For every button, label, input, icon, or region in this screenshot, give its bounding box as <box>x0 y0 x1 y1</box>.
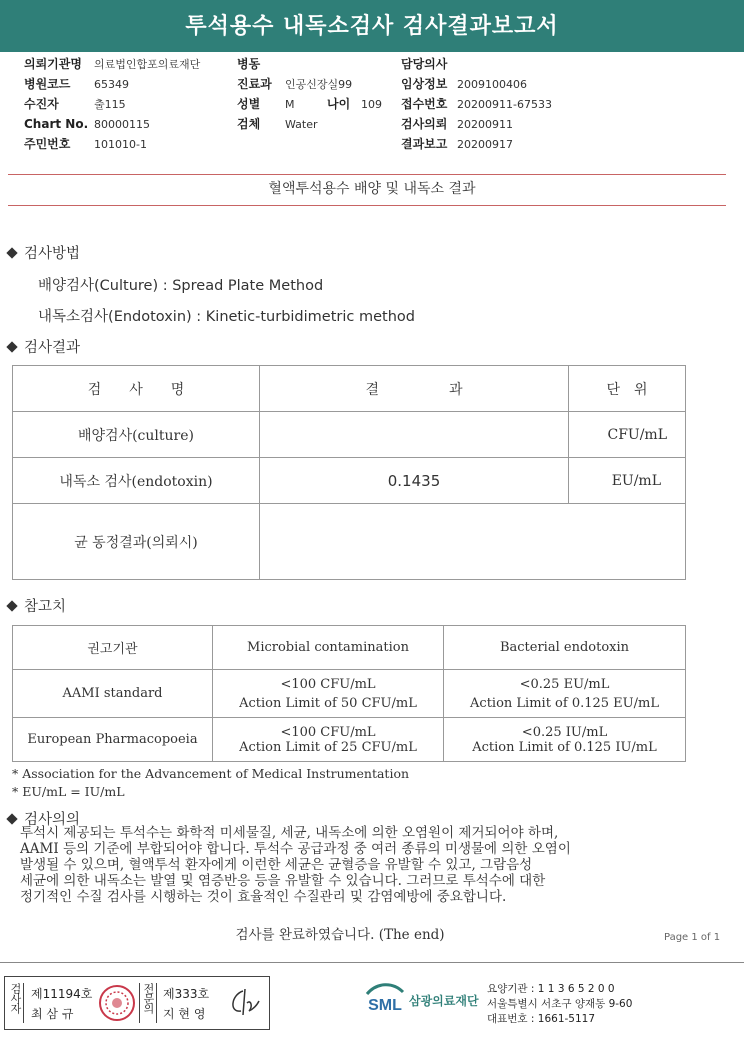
divider-top <box>8 174 726 175</box>
results-header-result: 결 과 <box>260 366 569 412</box>
results-header-unit: 단 위 <box>569 366 686 412</box>
sex-value: M <box>285 98 295 111</box>
lab-phone: 대표번호 : 1661-5117 <box>487 1013 596 1025</box>
doctor-label: 담당의사 <box>401 57 448 71</box>
request-date-label: 검사의뢰 <box>401 117 448 131</box>
footer-divider <box>0 962 744 963</box>
result-value-endotoxin: 0.1435 <box>260 458 569 504</box>
result-unit-endotoxin: EU/mL <box>569 458 686 504</box>
clinical-info-value: 2009100406 <box>457 78 527 91</box>
reference-microbial-aami-limit: <100 CFU/mL <box>280 676 376 692</box>
age-value: 109 <box>361 98 382 111</box>
svg-text:SML: SML <box>368 997 402 1014</box>
ward-label: 병동 <box>237 57 261 71</box>
reference-endotoxin-aami-limit: <0.25 EU/mL <box>519 676 610 692</box>
diamond-bullet-icon <box>6 600 17 611</box>
reference-microbial-ep-action: Action Limit of 25 CFU/mL <box>239 739 417 755</box>
table-row <box>13 718 686 762</box>
resident-no-label: 주민번호 <box>24 137 71 151</box>
reference-agency-ep: European Pharmacopoeia <box>13 718 213 762</box>
sml-logo-icon <box>363 980 407 1020</box>
tester-name: 최 삼 규 <box>31 1007 74 1021</box>
opinion-line: 세균에 의한 내독소는 발열 및 염증반응 등을 유발할 수 있습니다. 그러므로 투석수에 대한 <box>20 873 546 889</box>
diamond-bullet-icon <box>6 247 17 258</box>
request-date-value: 20200911 <box>457 118 513 131</box>
result-unit-culture: CFU/mL <box>569 412 686 458</box>
reference-note-aami: * Association for the Advancement of Medical Instrumentation <box>12 766 410 781</box>
hospital-code-value: 65349 <box>94 78 129 91</box>
opinion-line: AAMI 등의 기준에 부합되어야 합니다. 투석수 공급과정 중 여러 종류의 미생물에 의한 오염이 <box>20 841 571 857</box>
opinion-paragraph <box>20 825 736 905</box>
reference-heading: 참고치 <box>8 595 66 616</box>
report-date-label: 결과보고 <box>401 137 448 151</box>
page-number: Page 1 of 1 <box>664 932 721 943</box>
results-heading: 검사결과 <box>8 336 80 357</box>
end-statement: 검사를 완료하였습니다. (The end) <box>235 927 445 943</box>
reference-header-endotoxin: Bacterial endotoxin <box>444 626 686 670</box>
method-heading: 검사방법 <box>8 242 80 263</box>
results-table <box>12 365 686 580</box>
patient-value: 출115 <box>94 98 126 111</box>
reference-note-units: * EU/mL = IU/mL <box>12 784 125 799</box>
patient-info-col1 <box>24 56 200 153</box>
diamond-bullet-icon <box>6 813 17 824</box>
patient-info-col3 <box>401 56 552 153</box>
reference-microbial-aami <box>213 670 444 718</box>
result-name-identification: 균 동정결과(의뢰시) <box>13 504 260 580</box>
reference-microbial-aami-action: Action Limit of 50 CFU/mL <box>239 695 417 711</box>
results-header-name: 검 사 명 <box>13 366 260 412</box>
chart-no-label: Chart No. <box>24 117 89 131</box>
chart-no-value: 80000115 <box>94 118 150 131</box>
reference-microbial-ep <box>213 718 444 762</box>
method-endotoxin: 내독소검사(Endotoxin) : Kinetic-turbidimetric method <box>38 309 415 325</box>
opinion-line: 정기적인 수질 검사를 시행하는 것이 효율적인 수질관리 및 감염예방에 중요합니다. <box>20 889 507 905</box>
dept-label: 진료과 <box>237 77 272 91</box>
specimen-value: Water <box>285 118 318 131</box>
result-value-identification <box>260 504 686 580</box>
receipt-no-value: 20200911-67533 <box>457 98 552 111</box>
reference-endotoxin-ep-limit: <0.25 IU/mL <box>521 724 608 740</box>
reference-endotoxin-aami <box>444 670 686 718</box>
lab-code: 요양기관 : 1 1 3 6 5 2 0 0 <box>487 983 615 995</box>
specialist-label: 전문의 <box>139 983 157 1023</box>
seal-icon <box>97 983 137 1023</box>
specialist-license: 제333호 <box>163 987 210 1001</box>
reference-agency-aami: AAMI standard <box>13 670 213 718</box>
opinion-line: 발생될 수 있으며, 혈액투석 환자에게 이런한 세균은 균혈증을 유발할 수 있고, 그람음성 <box>20 857 533 873</box>
foundation-name: 삼광의료재단 <box>409 994 479 1008</box>
opinion-line: 투석시 제공되는 투석수는 화학적 미세물질, 세균, 내독소에 의한 오염원이 제거되어야 하며, <box>20 825 559 841</box>
reference-microbial-ep-limit: <100 CFU/mL <box>280 724 376 740</box>
opinion-heading: 검사의의 <box>8 808 80 829</box>
report-title: 투석용수 내독소검사 검사결과보고서 <box>185 14 559 39</box>
reference-table <box>12 625 686 762</box>
age-label: 나이 <box>327 97 351 111</box>
institution-value: 의료법인합포의료재단 <box>94 58 201 71</box>
receipt-no-label: 접수번호 <box>401 97 448 111</box>
patient-info-col2 <box>237 56 382 133</box>
diamond-bullet-icon <box>6 341 17 352</box>
table-row <box>13 670 686 718</box>
result-value-culture <box>260 412 569 458</box>
table-row <box>13 504 686 580</box>
lab-address: 서울특별시 서초구 양재동 9-60 <box>487 998 633 1010</box>
result-name-culture: 배양검사(culture) <box>13 412 260 458</box>
patient-label: 수진자 <box>24 97 59 111</box>
institution-label: 의뢰기관명 <box>24 57 82 71</box>
reference-endotoxin-ep-action: Action Limit of 0.125 IU/mL <box>472 739 657 755</box>
report-date-value: 20200917 <box>457 138 513 151</box>
dept-value: 인공신장실99 <box>285 78 353 91</box>
section-subtitle: 혈액투석용수 배양 및 내독소 결과 <box>268 181 476 197</box>
reference-endotoxin-aami-action: Action Limit of 0.125 EU/mL <box>470 695 659 711</box>
specimen-label: 검체 <box>237 117 261 131</box>
sex-label: 성별 <box>237 97 261 111</box>
method-culture: 배양검사(Culture) : Spread Plate Method <box>38 278 324 294</box>
lab-info <box>487 982 632 1027</box>
signature-icon <box>223 985 263 1021</box>
hospital-code-label: 병원코드 <box>24 77 71 91</box>
table-row <box>13 458 686 504</box>
reference-header-agency: 권고기관 <box>13 626 213 670</box>
resident-no-value: 101010-1 <box>94 138 147 151</box>
result-name-endotoxin: 내독소 검사(endotoxin) <box>13 458 260 504</box>
tester-label: 검사자 <box>7 983 24 1023</box>
tester-license: 제11194호 <box>31 987 93 1001</box>
reference-header-microbial: Microbial contamination <box>213 626 444 670</box>
table-row <box>13 412 686 458</box>
divider-bottom <box>8 205 726 206</box>
reference-endotoxin-ep <box>444 718 686 762</box>
specialist-name: 지 현 영 <box>163 1007 206 1021</box>
clinical-info-label: 임상정보 <box>401 77 448 91</box>
signature-box <box>4 976 270 1030</box>
